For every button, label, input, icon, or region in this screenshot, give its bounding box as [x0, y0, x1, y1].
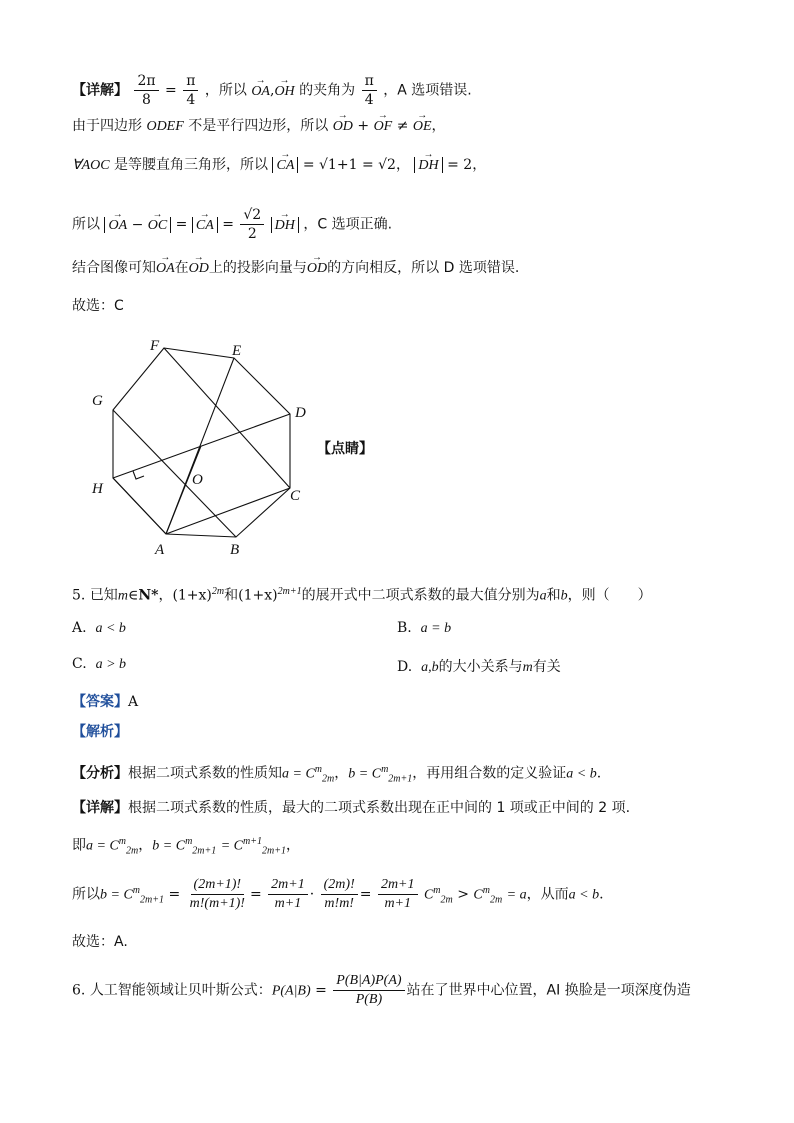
- label-g: G: [92, 393, 103, 409]
- label-d: D: [295, 405, 306, 421]
- fraction-2pi-8: $\frac{2\pi}{8}$: [134, 72, 158, 109]
- detail-line-2: 由于四边形 ODEF 不是平行四边形，所以 → OD + → OF ≠ → OE，: [72, 116, 446, 137]
- diag-dh: [113, 414, 290, 478]
- triangle-aoc: ∀AOC: [72, 158, 110, 173]
- detail-line-3: ∀AOC 是等腰直角三角形，所以 → CA = √1+1 = √2， → DH = 2，: [72, 155, 486, 176]
- jiexi-tag: 【解析】: [72, 724, 128, 740]
- vector-oe: → OE: [413, 117, 432, 137]
- choice-c-line: 故选：C: [72, 298, 124, 314]
- question-6-stem: 6. 人工智能领域让贝叶斯公式：P(A|B) = $\frac{P(B|A)P(A)}{P(B)}$ 站在了世界中心位置，AI 换脸是一项深度伪造: [72, 973, 691, 1007]
- label-a: A: [155, 542, 165, 558]
- vector-dh: → DH: [418, 156, 438, 176]
- detail-line-1: 【详解】 $\frac{2\pi}{8}$ = $\frac{\pi}{4}$ ，所以 → OA,→ OH 的夹角为 $\frac{\pi}{4}$ ，A 选项错误.: [72, 72, 472, 109]
- vector-ca: → CA: [276, 156, 294, 176]
- dianjing-tag: 【点睛】: [317, 441, 373, 457]
- option-a[interactable]: A. a < b: [72, 620, 126, 636]
- vector-oc: → OC: [148, 216, 167, 236]
- question-5-stem: 5. 已知m∈N*，$(1+x)^{2m}$和$(1+x)^{2m+1}$的展开式中二项式系数的最大值分别为a和b，则（ ）: [72, 586, 652, 604]
- option-d[interactable]: D. a,b的大小关系与m有关: [397, 659, 561, 675]
- fraction-root2-2: $\frac{√2}{2}$: [240, 206, 264, 243]
- right-angle-mark: [133, 471, 144, 479]
- label-h: H: [92, 481, 103, 497]
- label-o: O: [192, 472, 203, 488]
- fraction-pi-4-angle: $\frac{\pi}{4}$: [362, 72, 377, 109]
- segment-ha: [113, 478, 166, 534]
- vector-oa: → OA: [251, 82, 270, 102]
- detail-tag: 【详解】: [72, 82, 128, 99]
- choice-a-line: 故选：A.: [72, 934, 128, 950]
- analysis-line: 【分析】根据二项式系数的性质知$a = C^m_{2m}$，$b = C^m_{2m+1}$，再用组合数的定义验证a < b.: [72, 764, 602, 785]
- diag-ga: [113, 410, 236, 537]
- label-e: E: [232, 343, 242, 359]
- detail-line-4: 所以 → OA − → OC = → CA = $\frac{√2}{2}$ → DH ，C 选项正确.: [72, 206, 392, 243]
- ji-line: 即$a = C^m_{2m}$，$b = C^m_{2m+1} = C^{m+1}_{2m+1}$，: [72, 836, 300, 857]
- answer-line: 【答案】A: [72, 694, 139, 710]
- vector-od: → OD: [333, 117, 353, 137]
- segment-ac: [166, 488, 290, 534]
- vector-oh: → OH: [274, 82, 294, 102]
- label-b: B: [230, 542, 240, 558]
- label-f: F: [150, 338, 160, 354]
- segment-oa: [166, 446, 201, 534]
- vector-oa-2: → OA: [108, 216, 127, 236]
- detail-line-5: 结合图像可知→ OA在→ OD上的投影向量与→ OD的方向相反，所以 D 选项错误.: [72, 258, 519, 279]
- option-b[interactable]: B. a = b: [397, 620, 452, 636]
- option-c[interactable]: C. a > b: [72, 656, 127, 672]
- quadrilateral-name: ODEF: [146, 119, 184, 134]
- suoyi-line: 所以$b = C^m_{2m+1}$ = $\frac{(2m+1)!}{m!(m+1)!}$ = $\frac{2m+1}{m+1}$ · $\frac{(2m)!}{m!m!}$ = $\frac{2m+1}{m+1}$ $C^m_{2m} > C^m_{2m} = a$，从而a < b.: [72, 877, 604, 911]
- octagon-figure: [80, 330, 320, 562]
- diag-fc: [164, 348, 290, 488]
- fraction-pi-4: $\frac{\pi}{4}$: [183, 72, 198, 109]
- detail-line-q5: 【详解】根据二项式系数的性质，最大的二项式系数出现在正中间的 1 项或正中间的 2 项.: [72, 800, 631, 816]
- vector-of: → OF: [374, 117, 393, 137]
- vector-dh-2: → DH: [275, 216, 295, 236]
- label-c: C: [290, 488, 301, 504]
- vector-ca-2: → CA: [196, 216, 214, 236]
